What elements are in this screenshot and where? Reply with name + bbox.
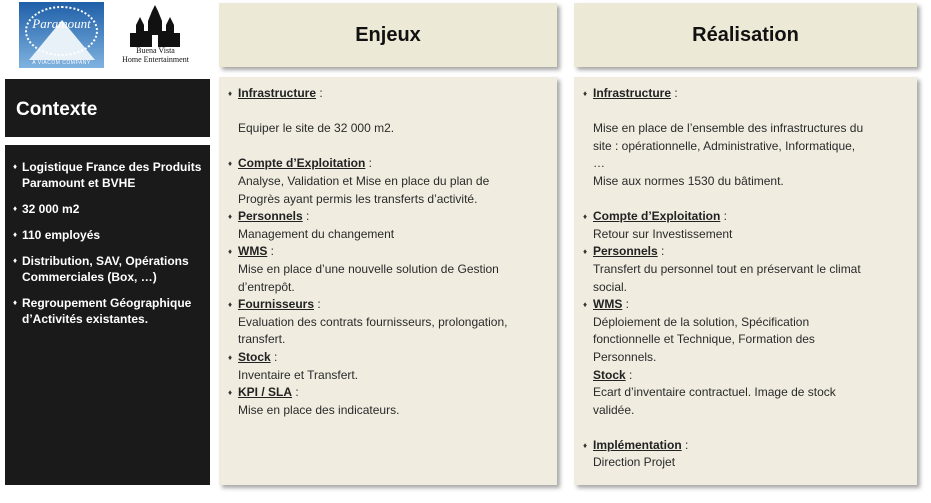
section-label: KPI / SLA [238, 385, 293, 400]
logos [0, 0, 211, 72]
realisation-compte: ♦ Compte d’Exploitation : [583, 208, 907, 226]
section-label: Compte d’Exploitation [593, 209, 721, 224]
section-text: Personnels. [593, 349, 657, 364]
section-text: Déploiement de la solution, Spécification [593, 314, 810, 329]
section-text: Evaluation des contrats fournisseurs, prolongation, [238, 314, 508, 329]
section-label: Stock [238, 349, 271, 364]
bullet-icon: ♦ [13, 162, 18, 171]
section-text: Mise en place de l’ensemble des infrastructures du [593, 121, 864, 136]
header-realisation-label: Réalisation [692, 23, 799, 46]
list-item [13, 227, 204, 243]
bullet-icon: ♦ [13, 204, 18, 213]
contexte-title [5, 79, 210, 137]
bullet-icon: ♦ [228, 352, 233, 362]
section-text: social. [593, 279, 628, 294]
enjeux-personnels: ♦ Personnels : [228, 208, 547, 226]
section-label: Infrastructure [593, 86, 672, 100]
section-text: Mise en place d’une nouvelle solution de Gestion [238, 261, 499, 276]
list-item-text: Distribution, SAV, Opérations Commerciales (Box, …) [22, 254, 189, 284]
section-text: Mise aux normes 1530 du bâtiment. [593, 173, 784, 188]
contexte-list [5, 145, 210, 485]
bullet-icon: ♦ [13, 256, 18, 265]
enjeux-stock: ♦ Stock : [228, 349, 547, 367]
section-label: Implémentation [593, 437, 682, 452]
bullet-icon: ♦ [13, 298, 18, 307]
section-label: Personnels [593, 244, 658, 259]
section-label: Fournisseurs [238, 297, 315, 312]
buena-vista-line-1: Buena Vista [136, 46, 175, 55]
section-text: transfert. [238, 332, 286, 347]
paramount-logo [19, 2, 104, 68]
enjeux-panel [219, 77, 557, 485]
section-text: Analyse, Validation et Mise en place du plan de [238, 173, 490, 188]
list-item-text: Logistique France des Produits Paramount et BVHE [22, 160, 202, 190]
section-label: Infrastructure [238, 86, 317, 100]
section-text: fonctionnelle et Technique, Formation des [593, 332, 815, 347]
bullet-icon: ♦ [228, 300, 233, 310]
bullet-icon: ♦ [583, 247, 588, 257]
header-realisation [574, 3, 917, 67]
section-label: WMS [593, 297, 623, 312]
bullet-icon: ♦ [228, 89, 233, 98]
section-text: Mise en place des indicateurs. [238, 402, 400, 417]
list-item-text: Regroupement Géographique d’Activités existantes. [22, 296, 192, 326]
bullet-icon: ♦ [583, 89, 588, 98]
buena-vista-line-2: Home Entertainment [122, 55, 189, 64]
section-label: Compte d’Exploitation [238, 156, 366, 171]
bullet-icon: ♦ [228, 159, 233, 169]
list-item-text: 110 employés [22, 228, 101, 242]
section-label: Personnels [238, 209, 303, 224]
enjeux-fournisseurs: ♦ Fournisseurs : [228, 296, 547, 314]
enjeux-wms: ♦ WMS : [228, 243, 547, 261]
section-text: Equiper le site de 32 000 m2. [238, 121, 395, 136]
section-text: Progrès ayant permis les transferts d’activité. [238, 191, 478, 206]
realisation-panel: ♦ Infrastructure : Mise en place de l’ensemble des infrastructures du site : opérationnelle, Administrative, Informatique, … Mise aux normes 1530 du bâtiment. ♦ Compte d’Exploitation : Retour sur Investissement ♦ Personnels : Transfert du personnel tout en préservant le climat social. ♦ WMS : Déploiement de la solution, Spécification fonctionnelle et Technique, Formation des Personnels. Stock : Ecart d’inventaire contractuel. Image de stock validée. ♦ Implémentation : Direction Projet [574, 77, 917, 485]
enjeux-infrastructure: ♦ Infrastructure : [228, 85, 547, 103]
contexte-title-label: Contexte [16, 99, 98, 120]
realisation-implementation: ♦ Implémentation : [583, 437, 907, 455]
section-text: Transfert du personnel tout en préservant le climat [593, 261, 861, 276]
list-item-text: 32 000 m2 [22, 202, 80, 216]
list-item [13, 295, 204, 327]
bullet-icon: ♦ [583, 440, 588, 450]
paramount-wordmark: Paramount [32, 16, 91, 31]
section-text: Ecart d’inventaire contractuel. Image de stock [593, 385, 836, 400]
section-text: d’entrepôt. [238, 279, 295, 294]
section-text: validée. [593, 402, 635, 417]
header-enjeux [219, 3, 557, 67]
buena-vista-logo [116, 2, 195, 68]
enjeux-kpi: ♦ KPI / SLA : [228, 384, 547, 402]
list-item [13, 201, 204, 217]
bullet-icon: ♦ [13, 230, 18, 239]
section-label: WMS [238, 244, 268, 259]
header-enjeux-label: Enjeux [355, 23, 421, 46]
section-text: Retour sur Investissement [593, 226, 733, 241]
enjeux-compte: ♦ Compte d’Exploitation : [228, 155, 547, 173]
section-text: site : opérationnelle, Administrative, Informatique, [593, 138, 856, 153]
bullet-icon: ♦ [583, 300, 588, 310]
realisation-personnels: ♦ Personnels : [583, 243, 907, 261]
bullet-icon: ♦ [583, 212, 588, 222]
list-item [13, 253, 204, 285]
list-item [13, 159, 204, 191]
section-text: Inventaire et Transfert. [238, 367, 359, 382]
paramount-subtitle: A VIACOM COMPANY [32, 60, 91, 66]
section-text: Direction Projet [593, 455, 676, 470]
section-text: Management du changement [238, 226, 395, 241]
section-text: … [593, 156, 605, 171]
buena-vista-wordmark [116, 46, 195, 64]
realisation-wms: ♦ WMS : [583, 296, 907, 314]
bullet-icon: ♦ [228, 212, 233, 222]
bullet-icon: ♦ [228, 247, 233, 257]
section-label: Stock [593, 367, 626, 382]
bullet-icon: ♦ [228, 388, 233, 398]
realisation-infrastructure: ♦ Infrastructure : [583, 85, 907, 103]
castle-icon [128, 5, 183, 47]
